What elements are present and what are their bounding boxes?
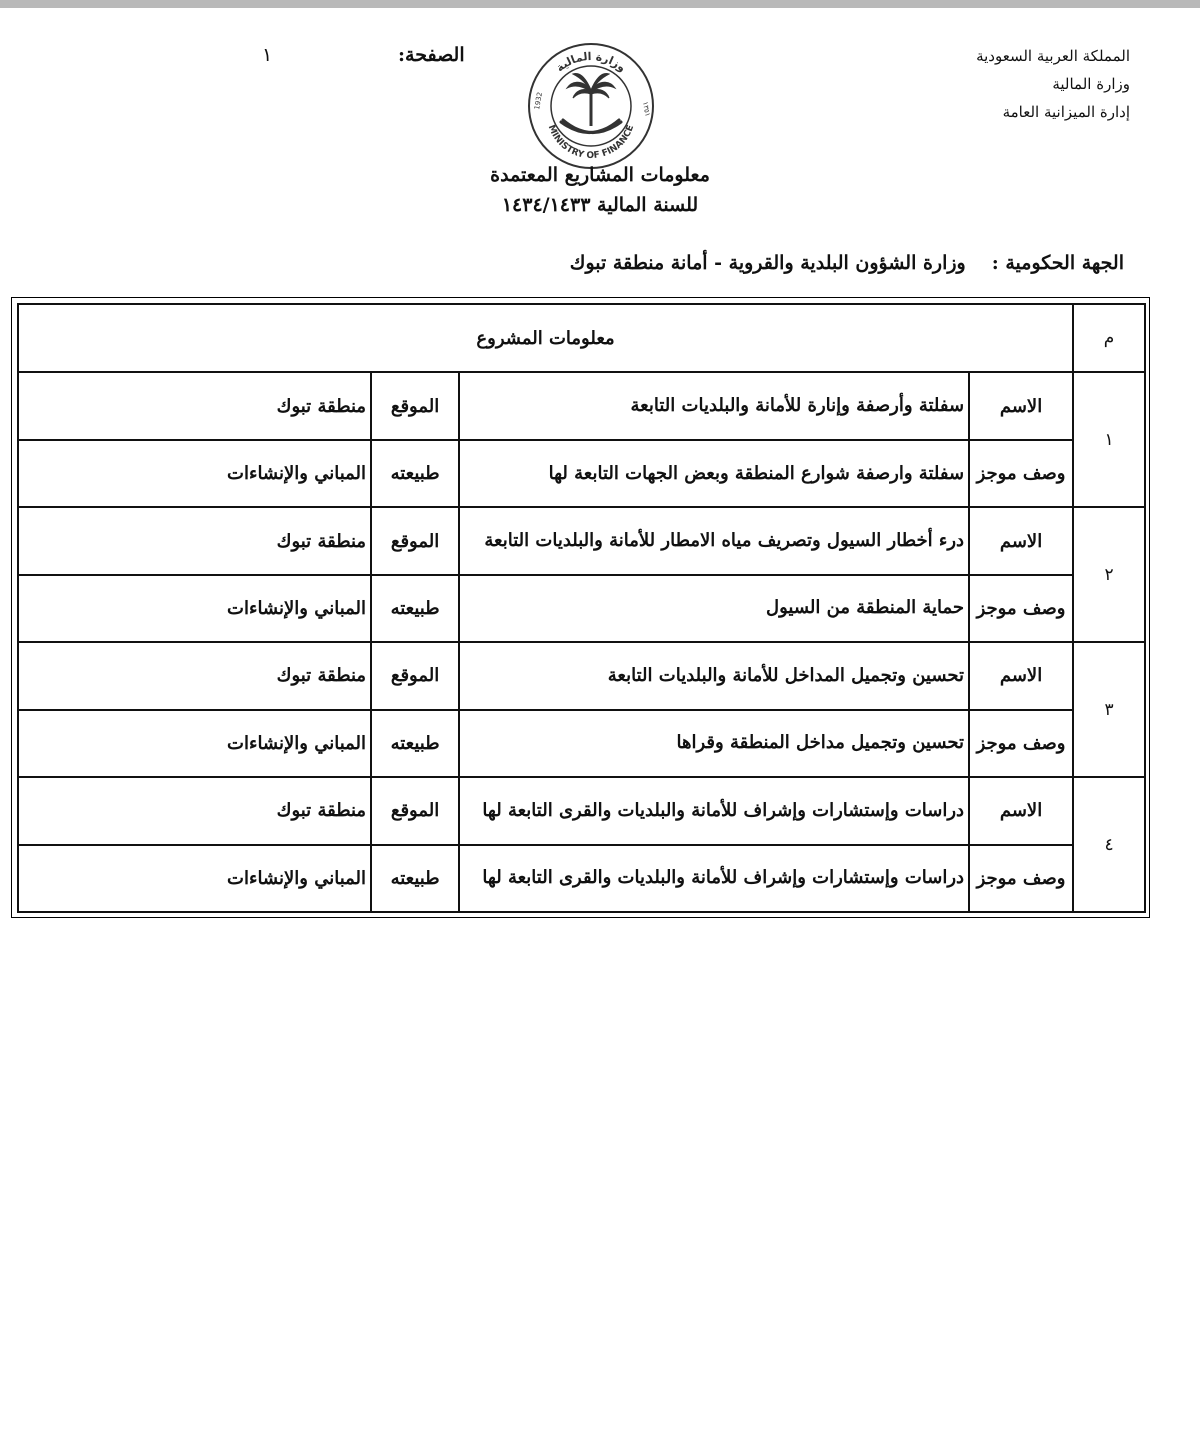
project-3-location: منطقة تبوك <box>18 642 371 709</box>
description-label: وصف موجز <box>969 710 1073 777</box>
description-label: وصف موجز <box>969 845 1073 913</box>
project-1-nature: المباني والإنشاءات <box>18 440 371 507</box>
project-3-desc-row <box>18 710 1145 777</box>
entity-label: الجهة الحكومية : <box>991 252 1124 274</box>
seal-year-right: ١٣٥١ <box>641 100 652 118</box>
col-number-header: م <box>1073 304 1145 372</box>
project-1-location: منطقة تبوك <box>18 372 371 439</box>
department-name: إدارة الميزانية العامة <box>1002 103 1130 121</box>
issuer-block <box>976 42 1130 126</box>
name-label: الاسم <box>969 777 1073 844</box>
top-border <box>0 0 1200 8</box>
project-2-number: ٢ <box>1073 507 1145 642</box>
project-2-desc-row <box>18 575 1145 642</box>
col-info-header: معلومات المشروع <box>18 304 1073 372</box>
ministry-seal-logo <box>525 40 657 172</box>
project-3-nature: المباني والإنشاءات <box>18 710 371 777</box>
description-label: وصف موجز <box>969 440 1073 507</box>
ministry-name: وزارة المالية <box>1052 75 1130 93</box>
projects-table <box>17 303 1146 913</box>
seal-year-left: 1932 <box>533 91 545 111</box>
project-2-name-row <box>18 507 1145 574</box>
palm-tree-icon <box>567 74 615 126</box>
project-4-name-row <box>18 777 1145 844</box>
name-label: الاسم <box>969 372 1073 439</box>
project-2-nature: المباني والإنشاءات <box>18 575 371 642</box>
project-3-description: تحسين وتجميل مداخل المنطقة وقراها <box>459 710 969 777</box>
entity-value: وزارة الشؤون البلدية والقروية - أمانة منطقة تبوك <box>569 252 966 274</box>
project-3-name: تحسين وتجميل المداخل للأمانة والبلديات التابعة <box>459 642 969 709</box>
project-2-name: درء أخطار السيول وتصريف مياه الامطار للأمانة والبلديات التابعة <box>459 507 969 574</box>
project-3-number: ٣ <box>1073 642 1145 777</box>
nature-label: طبيعته <box>371 710 459 777</box>
project-1-name: سفلتة وأرصفة وإنارة للأمانة والبلديات التابعة <box>459 372 969 439</box>
title-line-2: للسنة المالية ١٤٣٤/١٤٣٣ <box>501 194 699 216</box>
project-2-location: منطقة تبوك <box>18 507 371 574</box>
location-label: الموقع <box>371 642 459 709</box>
page-number: ١ <box>262 44 273 66</box>
project-4-number: ٤ <box>1073 777 1145 912</box>
project-1-desc-row <box>18 440 1145 507</box>
kingdom-name: المملكة العربية السعودية <box>976 47 1130 65</box>
project-4-name: دراسات وإستشارات وإشراف للأمانة والبلديات والقرى التابعة لها <box>459 777 969 844</box>
project-4-nature: المباني والإنشاءات <box>18 845 371 913</box>
project-4-desc-row <box>18 845 1145 913</box>
title-line-1: معلومات المشاريع المعتمدة <box>490 164 710 186</box>
description-label: وصف موجز <box>969 575 1073 642</box>
location-label: الموقع <box>371 372 459 439</box>
project-1-name-row <box>18 372 1145 439</box>
svg-text:وزارة المالية <box>554 50 629 75</box>
project-4-location: منطقة تبوك <box>18 777 371 844</box>
location-label: الموقع <box>371 777 459 844</box>
nature-label: طبيعته <box>371 440 459 507</box>
seal-english-text: MINISTRY OF FINANCE <box>545 123 637 162</box>
nature-label: طبيعته <box>371 845 459 913</box>
project-3-name-row <box>18 642 1145 709</box>
project-2-description: حماية المنطقة من السيول <box>459 575 969 642</box>
name-label: الاسم <box>969 507 1073 574</box>
table-header-row <box>18 304 1145 372</box>
seal-arabic-text: وزارة المالية <box>553 49 629 75</box>
project-1-number: ١ <box>1073 372 1145 507</box>
page-label: الصفحة: <box>398 44 465 66</box>
location-label: الموقع <box>371 507 459 574</box>
document-title <box>400 160 800 220</box>
government-entity <box>570 252 1124 274</box>
name-label: الاسم <box>969 642 1073 709</box>
project-1-description: سفلتة وارصفة شوارع المنطقة وبعض الجهات التابعة لها <box>459 440 969 507</box>
project-4-description: دراسات وإستشارات وإشراف للأمانة والبلديات والقرى التابعة لها <box>459 845 969 913</box>
nature-label: طبيعته <box>371 575 459 642</box>
